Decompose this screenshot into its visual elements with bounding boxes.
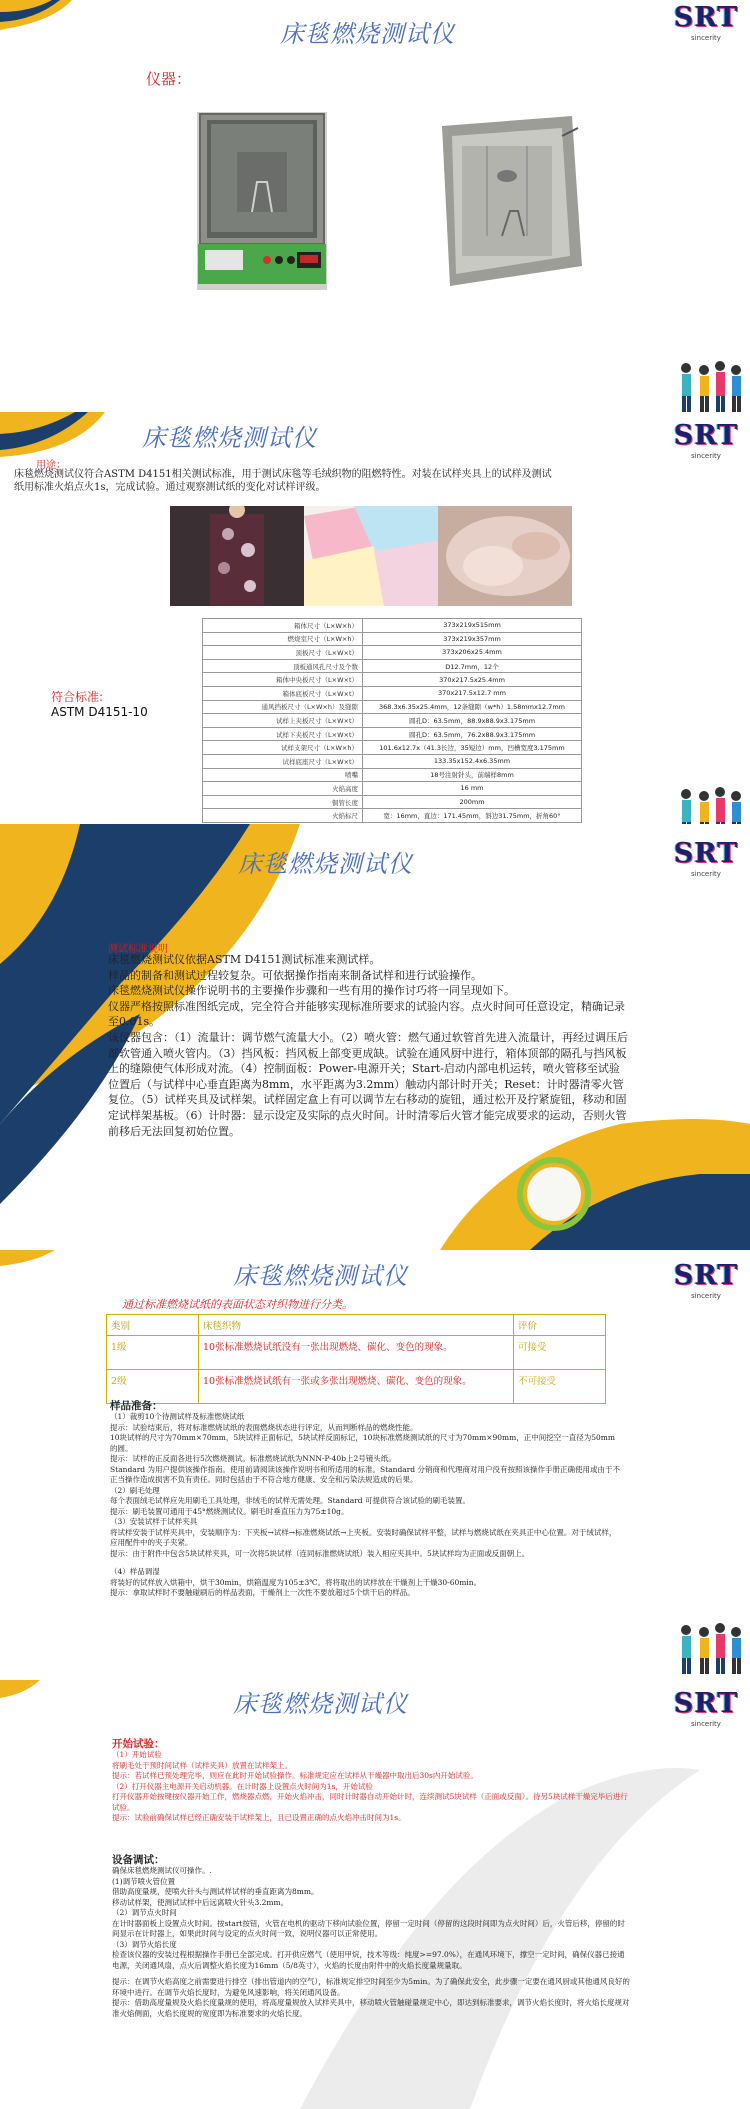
spec-row <box>203 795 582 809</box>
logo-subtitle: sincerity <box>691 870 721 878</box>
spec-row <box>203 686 582 700</box>
slide-instrument <box>0 0 750 412</box>
table-row <box>107 1370 606 1404</box>
debug-line: （2）调节点火时间 <box>112 1908 177 1917</box>
spec-value: 373x219x515mm <box>363 619 582 633</box>
description-line: 仪器严格按照标准图纸完成，完全符合并能够实现标准所要求的试验内容。点火时间可任意设定，精确记录至0.01s。 <box>108 999 625 1029</box>
spec-value: 18号注射针头，前端样8mm <box>363 768 582 782</box>
start-line: 提示：若试样已预处理完毕，则应在此时开始试验操作。标准规定应在试样从干燥器中取出后30s内开始试验。 <box>112 1771 478 1780</box>
logo <box>670 1262 742 1300</box>
description-line: 床毯燃烧测试仪操作说明书的主要操作步骤和一些有用的操作讨巧将一同呈现如下。 <box>108 984 515 998</box>
instrument-side-photo <box>432 116 582 286</box>
spec-value: D12.7mm，12个 <box>363 659 582 673</box>
debug-line: 确保床毯燃烧测试仪可操作。. <box>112 1866 212 1875</box>
spec-key: 箱体尺寸（L×W×h） <box>203 619 363 633</box>
prep-line: 提示：试验结束后，将对标准燃烧试纸的表面燃烧状态进行评定，从而判断样品的燃烧性能。 <box>110 1422 418 1432</box>
page-title: 床毯燃烧测试仪 <box>280 20 455 48</box>
start-title: 开始试验： <box>112 1738 165 1750</box>
page-title: 床毯燃烧测试仪 <box>238 850 413 878</box>
spec-key: 箱体中央板尺寸（L×W×t） <box>203 673 363 687</box>
debug-body <box>112 1866 632 2019</box>
corner-decoration <box>0 1250 60 1270</box>
prep-line: （3）安装试样于试样夹具 <box>110 1517 198 1526</box>
fabric-photo-model <box>170 506 304 606</box>
prep-line: 将装好的试样放入烘箱中，烘干30min，烘箱温度为105±3℃。将将取出的试样放在干燥剂上干燥30-60min。 <box>110 1577 482 1587</box>
debug-line: (1)调节喷火管位置 <box>112 1876 176 1886</box>
start-body <box>112 1750 632 1824</box>
spec-key: 顶板通风孔尺寸及个数 <box>203 659 363 673</box>
people-illustration <box>674 784 744 824</box>
spec-value: 133.35x152.4x6.35mm <box>363 754 582 768</box>
spec-value: 101.6x12.7x（41.3长边，35短边）mm，凹槽宽度3.175mm <box>363 741 582 755</box>
logo <box>670 1690 742 1728</box>
spec-row <box>203 782 582 796</box>
spec-value: 圆孔D：63.5mm，76.2x88.9x3.175mm <box>363 727 582 741</box>
slide-standard-description <box>0 824 750 1250</box>
description-line: 该仪器包含：（1）流量计：调节燃气流量大小。（2）喷火管：燃气通过软管首先进入流量计，再经过调压后部软管通入喷火管内。（3）挡风板：挡风板上部变更成缺。试验在通风厨中进行，箱体顶部的隔孔与挡风板上的缝隙使气体形成对流。（4）控制面板：Power-电源开关；Start-启动内部电机运转，喷火管移至试验位置后（与试样中心垂直距离为8mm，水平距离为3.2mm）触动内部计时开关；Reset：计时器清零火管复位。（5）试样夹具及试样架。试样固定盒上有可以调节左右移动的旋钮，通过松开及拧紧旋钮，移动和固定试样架基板。（6）计时器：显示设定及实际的点火时间。计时清零后火管才能完成要求的运动，否则火管前移后无法回复初始位置。 <box>108 1030 628 1138</box>
spec-key: 箱体底板尺寸（L×W×t） <box>203 686 363 700</box>
logo-subtitle: sincerity <box>691 1292 721 1300</box>
spec-key: 火焰高度 <box>203 782 363 796</box>
prep-line: （4）样品调湿 <box>110 1567 160 1576</box>
fabric-photo-colors <box>304 506 438 606</box>
prep-line: 每个表面绒毛试样应先用刷毛工具处理，非绒毛的试样无需处理。Standard 可提供符合该试验的刷毛装置。 <box>110 1496 470 1505</box>
page-title: 床毯燃烧测试仪 <box>142 424 317 452</box>
instrument-label: 仪器： <box>146 70 192 88</box>
row-evaluation: 不可接受 <box>514 1370 606 1404</box>
spec-key: 试样上夹板尺寸（L×W×t） <box>203 714 363 728</box>
start-line: （1）开始试验 <box>112 1750 162 1759</box>
spec-row <box>203 673 582 687</box>
usage-text: 床毯燃烧测试仪符合ASTM D4151相关测试标准，用于测试床毯等毛绒织物的阻燃特性。对装在试样夹具上的试样及测试纸用标准火焰点火1s，完成试验。通过观察测试纸的变化对试样评级。 <box>14 469 552 493</box>
prep-line: Standard 为用户提供该操作指南。使用前请阅读该操作说明书和所适用的标准。Standard 分销商和代理商对用户没有按照该操作手册正确使用或由于不正当操作造成损害不负有责任。同时包括由于不符合地方健康、安全和污染法规造成的后果。 <box>110 1464 620 1484</box>
spec-row <box>203 754 582 768</box>
spec-key: 试样支架尺寸（L×W×h） <box>203 741 363 755</box>
debug-line: 在计时器面板上设置点火时间。按start按钮，火管在电机的驱动下移向试验位置，停留一定时间（停留的这段时间即为点火时间）后，火管后移，停留的时间显示在计时器上，如果此时间与设定的点火时间一致，说明仪器可以正常使用。 <box>112 1918 625 1938</box>
debug-line: 提示：借助高度量规及火焰长度量规的使用，将高度量规放入试样夹具中，移动喷火管触碰量规定中心，即达到标准要求，调节火焰长度时，将火焰长度规对准火焰侧面，火焰长度规的宽度即为标准要求的火焰长度。 <box>112 1998 630 2018</box>
spec-row <box>203 632 582 646</box>
header-category: 类别 <box>107 1315 199 1336</box>
logo-text: SRT <box>673 838 739 869</box>
prep-line: 提示：刷毛装置可通用于45°燃烧测试仪。刷毛时垂直压力为75±10g。 <box>110 1506 349 1516</box>
description-line: 样品的制备和测试过程较复杂。可依据操作指南来制备试样和进行试验操作。 <box>108 968 482 982</box>
row-category: 1级 <box>107 1336 199 1370</box>
spec-key: 铜管长度 <box>203 795 363 809</box>
spec-key: 燃烧室尺寸（L×W×h） <box>203 632 363 646</box>
spec-row <box>203 809 582 823</box>
prep-body <box>110 1412 620 1599</box>
prep-line: 提示：试样的正反面各进行5次燃烧测试。标准燃烧试纸为NNN-P-40b上2号镜头纸。 <box>110 1454 396 1463</box>
spec-row <box>203 768 582 782</box>
classification-subtitle: 通过标准燃烧试纸的表面状态对织物进行分类。 <box>122 1298 353 1311</box>
header-evaluation: 评价 <box>514 1315 606 1336</box>
spec-row <box>203 741 582 755</box>
debug-line: （3）调节火焰长度 <box>112 1939 177 1949</box>
slide-usage <box>0 412 750 824</box>
logo-subtitle: sincerity <box>691 1720 721 1728</box>
standard-label: 符合标准: <box>51 690 104 704</box>
standard-value: ASTM D4151-10 <box>51 705 148 719</box>
row-evaluation: 可接受 <box>514 1336 606 1370</box>
prep-line: 10块试样的尺寸为70mm×70mm，5块试样正面标记，5块试样反面标记，10块标准燃烧测试纸的尺寸为70mm×90mm，正中间挖空一直径为50mm的圆。 <box>110 1433 616 1453</box>
prep-line: 提示：由于附件中包含5块试样夹具，可一次将5块试样（连同标准燃烧试纸）装入相应夹具中。5块试样均为正面或反面朝上。 <box>110 1548 530 1558</box>
page-title: 床毯燃烧测试仪 <box>233 1262 408 1290</box>
people-illustration <box>674 358 744 412</box>
spec-row <box>203 659 582 673</box>
table-row <box>107 1336 606 1370</box>
logo-subtitle: sincerity <box>691 452 721 460</box>
spec-key: 顶板尺寸（L×W×t） <box>203 646 363 660</box>
spec-value: 16 mm <box>363 782 582 796</box>
spec-row <box>203 619 582 633</box>
prep-title: 样品准备： <box>110 1400 163 1412</box>
spec-key: 通风挡板尺寸（L×W×h）及缝隙 <box>203 700 363 714</box>
spec-row <box>203 714 582 728</box>
spec-value: 200mm <box>363 795 582 809</box>
spec-row <box>203 727 582 741</box>
spec-row <box>203 646 582 660</box>
row-category: 2级 <box>107 1370 199 1404</box>
corner-decoration <box>0 0 80 30</box>
description-body <box>108 952 628 1139</box>
debug-line: 检查该仪器的安装过程根据操作手册已全部完成。打开供应燃气（使用甲烷，技术等级：纯度>=97.0%），在通风环境下，撑空一定时间，确保仪器已接通电源，关闭通风扇，点火后调整火焰长度为16mm（5/8英寸），火焰的长度由附件中的火焰长度量规量取。 <box>112 1950 625 1970</box>
start-line: （2）打开仪器主电源开关启动机器。在计时器上设置点火时间为1s，开始试验 <box>112 1781 373 1791</box>
spec-value: 370x217.5x12.7 mm <box>363 686 582 700</box>
slide-classification <box>0 1250 750 1680</box>
debug-line: 移动试样架，使测试试样中后远离喷火针头3.2mm。 <box>112 1897 289 1907</box>
start-line: 提示：试验前确保试样已经正确安装于试样架上，且已设置正确的点火焰冲击时间为1s。 <box>112 1813 406 1822</box>
spec-key: 火焰标尺 <box>203 809 363 823</box>
spec-value: 373x219x357mm <box>363 632 582 646</box>
debug-line: 提示：在调节火焰高度之前需要进行排空（排出管道内的空气），标准规定排空时间至少为5min。为了确保此安全，此步骤一定要在通风厨或其他通风良好的环境中进行。在调节火焰长度时，为避免风速影响，将关闭通风设备。 <box>112 1977 630 1997</box>
debug-title: 设备调试： <box>112 1854 165 1866</box>
prep-line: 提示：拿取试样时不要触碰刷后的样品表面，干燥剂上一次性不要放超过5个烘干后的样品。 <box>110 1588 415 1597</box>
page-title: 床毯燃烧测试仪 <box>233 1690 408 1718</box>
start-line: 打开仪器开始按键按仪器开始工作，燃烧器点燃，开始火焰冲击，同时计时器自动开始计时，连续测试5块试样（正面或反面）。待另5块试样干燥完毕后进行试验。 <box>112 1792 628 1812</box>
table-header-row <box>107 1315 606 1336</box>
spec-key: 试样底座尺寸（L×W×t） <box>203 754 363 768</box>
spec-row <box>203 700 582 714</box>
prep-line: （2）刷毛处理 <box>110 1485 160 1495</box>
spec-value: 370x217.5x25.4mm <box>363 673 582 687</box>
evaluation-table <box>106 1314 606 1404</box>
logo-text: SRT <box>673 1688 739 1719</box>
logo-text: SRT <box>673 420 739 451</box>
debug-line: 借助高度量规，使喷火针头与测试样试样的垂直距离为8mm。 <box>112 1887 319 1896</box>
header-fabric: 床毯织物 <box>199 1315 514 1336</box>
spec-value: 368.3x6.35x25.4mm，12条缝隙（w*h）1.58mmx12.7mm <box>363 700 582 714</box>
logo <box>670 840 742 878</box>
usage-label: 用途： <box>36 460 66 471</box>
instrument-front-photo <box>197 112 327 290</box>
logo-text: SRT <box>673 2 739 33</box>
spec-value: 宽：16mm，直边：171.45mm，斜边31.75mm，折角60° <box>363 809 582 823</box>
slide-testing <box>0 1680 750 2109</box>
spec-table <box>202 618 582 823</box>
logo-text: SRT <box>673 1260 739 1291</box>
spec-value: 373x206x25.4mm <box>363 646 582 660</box>
logo <box>670 4 742 42</box>
section-heading: 测试标准说明 <box>108 944 168 955</box>
logo <box>670 422 742 460</box>
logo-subtitle: sincerity <box>691 34 721 42</box>
row-description: 10张标准燃烧试纸没有一张出现燃烧、碳化、变色的现象。 <box>199 1336 514 1370</box>
prep-line: 将试样安装于试样夹具中，安装顺序为：下夹板→试样→标准燃烧试纸→上夹板。安装时确保试样平整，试样与燃烧试纸在夹具正中心位置。对于绒试样，应用配件中的夹子夹紧。 <box>110 1527 617 1547</box>
spec-key: 试样下夹板尺寸（L×W×t） <box>203 727 363 741</box>
row-description: 10张标准燃烧试纸有一张或多张出现燃烧、碳化、变色的现象。 <box>199 1370 514 1404</box>
start-line: 将刷毛处于预时间试样（试样夹具）放置在试样架上。 <box>112 1760 292 1770</box>
fabric-photo-plush <box>438 506 572 606</box>
prep-line: （1）裁剪10个待测试样及标准燃烧试纸 <box>110 1412 245 1421</box>
spec-value: 圆孔D：63.5mm，88.9x88.9x3.175mm <box>363 714 582 728</box>
description-line: 床毯燃烧测试仪依据ASTM D4151测试标准来测试样。 <box>108 953 381 966</box>
spec-key: 喷嘴 <box>203 768 363 782</box>
people-illustration <box>674 1620 744 1678</box>
